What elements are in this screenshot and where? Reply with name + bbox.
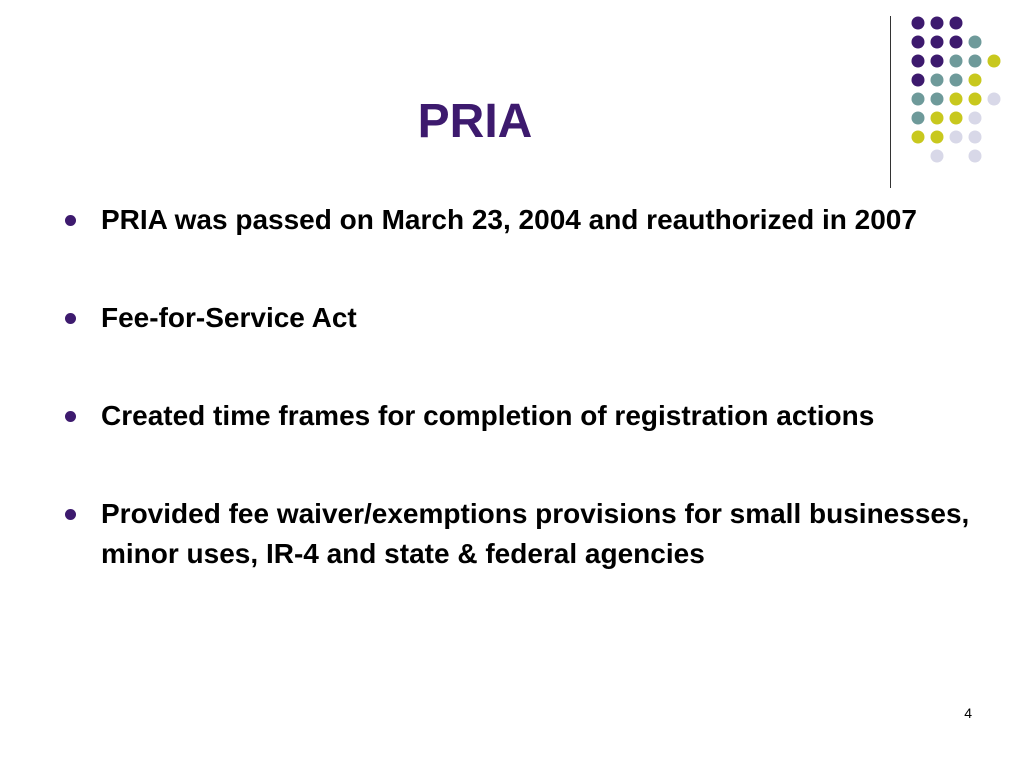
- decorative-dot: [931, 36, 944, 49]
- decorative-dot: [912, 131, 925, 144]
- decorative-dot: [912, 112, 925, 125]
- slide-title: PRIA: [417, 95, 533, 148]
- decorative-dot: [950, 112, 963, 125]
- bullet-item: [58, 298, 978, 338]
- bullet-text: Provided fee waiver/exemptions provisions for small businesses, minor uses, IR-4 and state & federal agencies: [101, 498, 970, 569]
- bullet-dot-icon: [65, 215, 76, 226]
- bullet-item: [58, 200, 978, 240]
- decorative-dot: [950, 17, 963, 30]
- decorative-dot: [931, 93, 944, 106]
- decorative-dot: [931, 55, 944, 68]
- bullet-text: Created time frames for completion of registration actions: [101, 400, 875, 431]
- decorative-dot: [969, 93, 982, 106]
- decorative-dot: [969, 112, 982, 125]
- bullet-text: Fee-for-Service Act: [101, 302, 357, 333]
- decorative-dot: [969, 74, 982, 87]
- decorative-dot: [969, 150, 982, 163]
- bullet-item: [58, 396, 978, 436]
- decorative-dot: [931, 112, 944, 125]
- bullet-item: [58, 494, 978, 574]
- decorative-dot: [950, 93, 963, 106]
- decorative-dot: [950, 55, 963, 68]
- decorative-dot: [969, 55, 982, 68]
- decorative-dot: [912, 93, 925, 106]
- bullet-dot-icon: [65, 313, 76, 324]
- decorative-dot: [931, 74, 944, 87]
- decorative-dot: [912, 36, 925, 49]
- decorative-dot: [912, 74, 925, 87]
- decorative-dot: [931, 17, 944, 30]
- decorative-dot: [969, 36, 982, 49]
- decorative-dot: [912, 17, 925, 30]
- decorative-dot: [988, 93, 1001, 106]
- decorative-dot: [950, 74, 963, 87]
- decorative-dot: [950, 36, 963, 49]
- decorative-dot: [931, 131, 944, 144]
- decorative-dot: [950, 131, 963, 144]
- decorative-dot: [988, 55, 1001, 68]
- vertical-divider: [890, 16, 891, 188]
- bullet-dot-icon: [65, 411, 76, 422]
- page-number: 4: [964, 705, 972, 721]
- decorative-dot: [969, 131, 982, 144]
- decorative-dot: [912, 55, 925, 68]
- bullet-text: PRIA was passed on March 23, 2004 and reauthorized in 2007: [101, 204, 917, 235]
- bullet-dot-icon: [65, 509, 76, 520]
- decorative-dot: [931, 150, 944, 163]
- bullet-list: [58, 200, 978, 574]
